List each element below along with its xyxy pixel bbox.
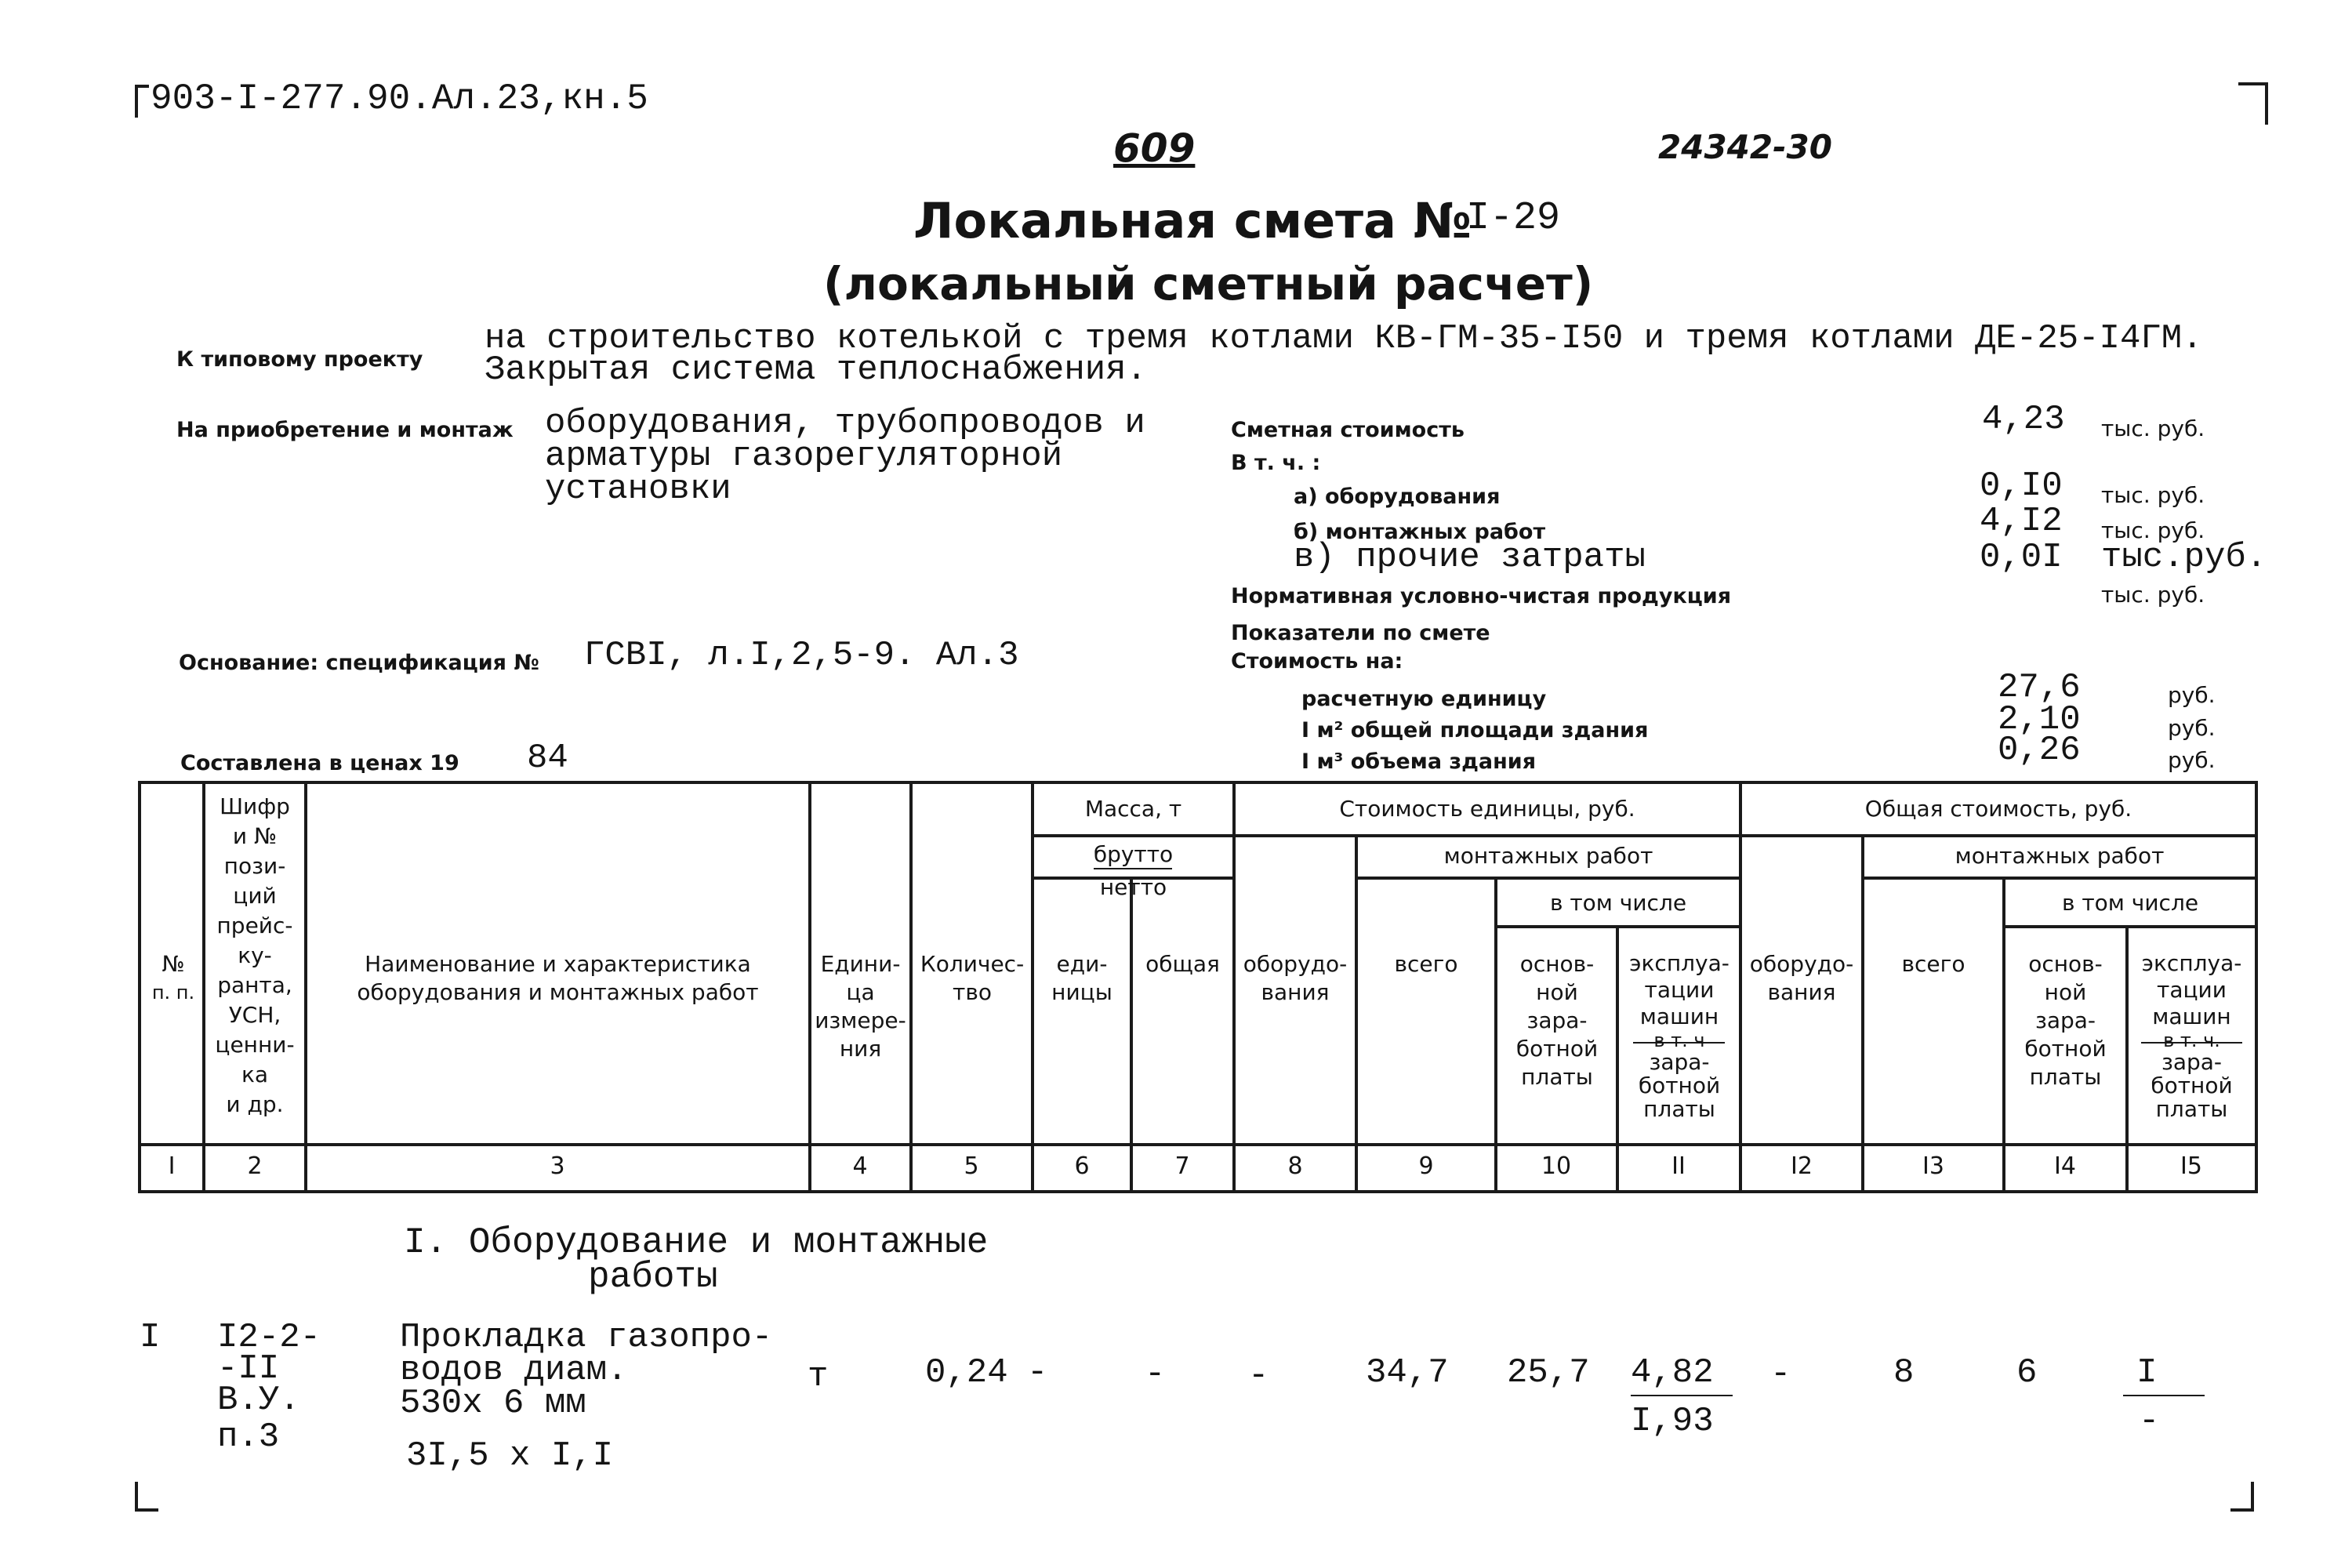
header-total-cost: Общая стоимость, руб. — [1864, 796, 2132, 822]
volume-label: I м³ объема здания — [1301, 750, 1537, 774]
purchase-label: На приобретение и монтаж — [176, 418, 514, 442]
equipment-cost-label: а) оборудования — [1294, 485, 1501, 509]
to-project-line-1: на строительство котелькой с тремя котлами КВ-ГМ-35-I50 и тремя котлами ДЕ-25-I4ГМ. — [485, 319, 2203, 358]
basis-text: ГСВI, л.I,2,5-9. Ал.3 — [584, 636, 1019, 675]
prices-year: 84 — [527, 739, 568, 778]
to-project-line-2: Закрытая система теплоснабжения. — [485, 350, 1147, 390]
page-subtitle: (локальный сметный расчет) — [823, 257, 1594, 310]
row-machines-wage-total: - — [2139, 1402, 2160, 1441]
area-label: I м² общей площади здания — [1301, 718, 1649, 742]
col-number-12: I2 — [1791, 1152, 1813, 1180]
install-cost-unit: тыс. руб. — [2101, 517, 2205, 543]
row-code-line-1: I2-2- — [217, 1318, 321, 1357]
row-wage-unit: 25,7 — [1507, 1353, 1590, 1392]
row-number: I — [140, 1318, 161, 1357]
indicators-label: Показатели по смете — [1231, 621, 1490, 645]
col-number-14: I4 — [2054, 1152, 2076, 1180]
install-cost-label: б) монтажных работ — [1294, 520, 1546, 544]
net-production-label: Нормативная условно-чистая продукция — [1231, 584, 1732, 608]
header-machines-unit: эксплуа- тации машин в т. ч зара- ботной платы — [1629, 950, 1730, 1122]
row-mass-total: - — [1145, 1355, 1166, 1394]
header-equipment-unit: оборудо- вания — [1243, 951, 1348, 1005]
header-name: Наименование и характеристика оборудования и монтажных работ — [357, 951, 759, 1005]
calc-unit-label: расчетную единицу — [1301, 687, 1547, 711]
row-quantity: 0,24 — [925, 1353, 1008, 1392]
row-install-all-unit: 34,7 — [1366, 1353, 1449, 1392]
header-num: № п. п. — [151, 951, 195, 1004]
calc-unit-unit: руб. — [2168, 682, 2216, 708]
row-machines-wage-unit: I,93 — [1631, 1402, 1714, 1441]
col-number-1: I — [168, 1152, 176, 1180]
col-number-9: 9 — [1418, 1152, 1434, 1180]
row-wage-total: 6 — [2016, 1353, 2038, 1392]
col-number-4: 4 — [852, 1152, 868, 1180]
header-all-total: всего — [1901, 951, 1965, 977]
to-project-label: К типовому проекту — [176, 347, 423, 372]
row-unit: т — [808, 1357, 829, 1396]
including-label: В т. ч. : — [1231, 451, 1321, 475]
col-number-7: 7 — [1174, 1152, 1190, 1180]
document-code: 903-I-277.90.Ал.23,кн.5 — [151, 78, 648, 119]
row-name-line-1: Прокладка газопро- — [400, 1318, 773, 1357]
header-wage-unit: основ- ной зара- ботной платы — [1515, 951, 1599, 1090]
install-cost-value: 4,I2 — [1980, 502, 2063, 541]
header-netto: нетто — [1099, 874, 1167, 900]
estimate-cost-label: Сметная стоимость — [1231, 418, 1465, 442]
row-code-line-4: п.3 — [217, 1417, 280, 1457]
header-brutto: брутто — [1093, 841, 1174, 867]
other-cost-unit: тыс.руб. — [2101, 538, 2267, 577]
equipment-cost-unit: тыс. руб. — [2101, 482, 2205, 508]
header-install-total: монтажных работ — [1955, 843, 2165, 869]
header-mass: Масса, т — [1084, 796, 1182, 822]
row-machines-total: I — [2136, 1353, 2158, 1392]
section-title-line-2: работы — [588, 1257, 718, 1298]
row-name-line-2: водов диам. — [400, 1351, 628, 1390]
row-name-line-3: 530х 6 мм — [400, 1384, 586, 1423]
header-unit: Едини- ца измере- ния — [815, 951, 906, 1062]
equipment-cost-value: 0,I0 — [1980, 466, 2063, 506]
row-machines-unit: 4,82 — [1631, 1353, 1714, 1392]
area-value: 2,10 — [1998, 700, 2081, 739]
header-install-unit: монтажных работ — [1443, 843, 1653, 869]
col-number-13: I3 — [1922, 1152, 1944, 1180]
page-title: Локальная смета № — [913, 192, 1472, 249]
header-incl-total: в том числе — [2061, 890, 2199, 916]
area-unit: руб. — [2168, 715, 2216, 741]
col-number-3: 3 — [550, 1152, 565, 1180]
row-install-all-total: 8 — [1893, 1353, 1915, 1392]
basis-label: Основание: спецификация № — [179, 651, 539, 675]
row-equipment-total: - — [1770, 1355, 1791, 1394]
purchase-line-1: оборудования, трубопроводов и — [545, 404, 1145, 443]
header-quantity: Количес- тво — [920, 951, 1025, 1005]
prices-label: Составлена в ценах 19 — [180, 751, 459, 775]
estimate-cost-unit: тыс. руб. — [2101, 416, 2205, 441]
row-code-line-3: В.У. — [217, 1381, 300, 1420]
calc-unit-value: 27,6 — [1998, 668, 2081, 707]
registration-number: 24342-30 — [1658, 128, 1832, 166]
cost-on-label: Стоимость на: — [1231, 649, 1403, 673]
header-mass-unit: еди- ницы — [1051, 951, 1112, 1005]
row-equipment-unit: - — [1248, 1356, 1269, 1396]
estimate-number: I-29 — [1466, 196, 1561, 241]
header-unit-cost: Стоимость единицы, руб. — [1339, 796, 1635, 822]
row-code-line-2: -II — [217, 1349, 280, 1388]
header-incl-unit: в том числе — [1549, 890, 1687, 916]
col-number-2: 2 — [247, 1152, 263, 1180]
page-number: 609 — [1113, 125, 1196, 171]
other-cost-value: 0,0I — [1980, 538, 2063, 577]
header-code: Шифр и № пози- ций прейс- ку- ранта, УСН, ценни- ка и др. — [215, 793, 295, 1117]
header-all-unit: всего — [1394, 951, 1458, 977]
col-number-8: 8 — [1287, 1152, 1303, 1180]
col-number-10: 10 — [1541, 1152, 1572, 1180]
estimate-cost-value: 4,23 — [1982, 400, 2065, 439]
section-title-line-1: I. Оборудование и монтажные — [404, 1222, 989, 1263]
volume-value: 0,26 — [1998, 731, 2081, 770]
volume-unit: руб. — [2168, 747, 2216, 773]
col-number-6: 6 — [1074, 1152, 1090, 1180]
header-mass-total: общая — [1145, 951, 1220, 977]
purchase-line-2: арматуры газорегуляторной — [545, 437, 1063, 476]
col-number-5: 5 — [964, 1152, 979, 1180]
other-cost-label: в) прочие затраты — [1294, 538, 1646, 577]
header-equipment-total: оборудо- вания — [1749, 951, 1854, 1005]
header-wage-total: основ- ной зара- ботной платы — [2024, 951, 2107, 1090]
row-name-line-4: 3I,5 х I,I — [406, 1436, 614, 1475]
header-machines-total: эксплуа- тации машин в т. ч. зара- ботной платы — [2141, 950, 2242, 1122]
row-mass-unit: - — [1027, 1353, 1048, 1392]
col-number-15: I5 — [2180, 1152, 2202, 1180]
purchase-line-3: установки — [545, 470, 731, 509]
net-production-unit: тыс. руб. — [2101, 582, 2205, 608]
col-number-11: II — [1671, 1152, 1686, 1180]
